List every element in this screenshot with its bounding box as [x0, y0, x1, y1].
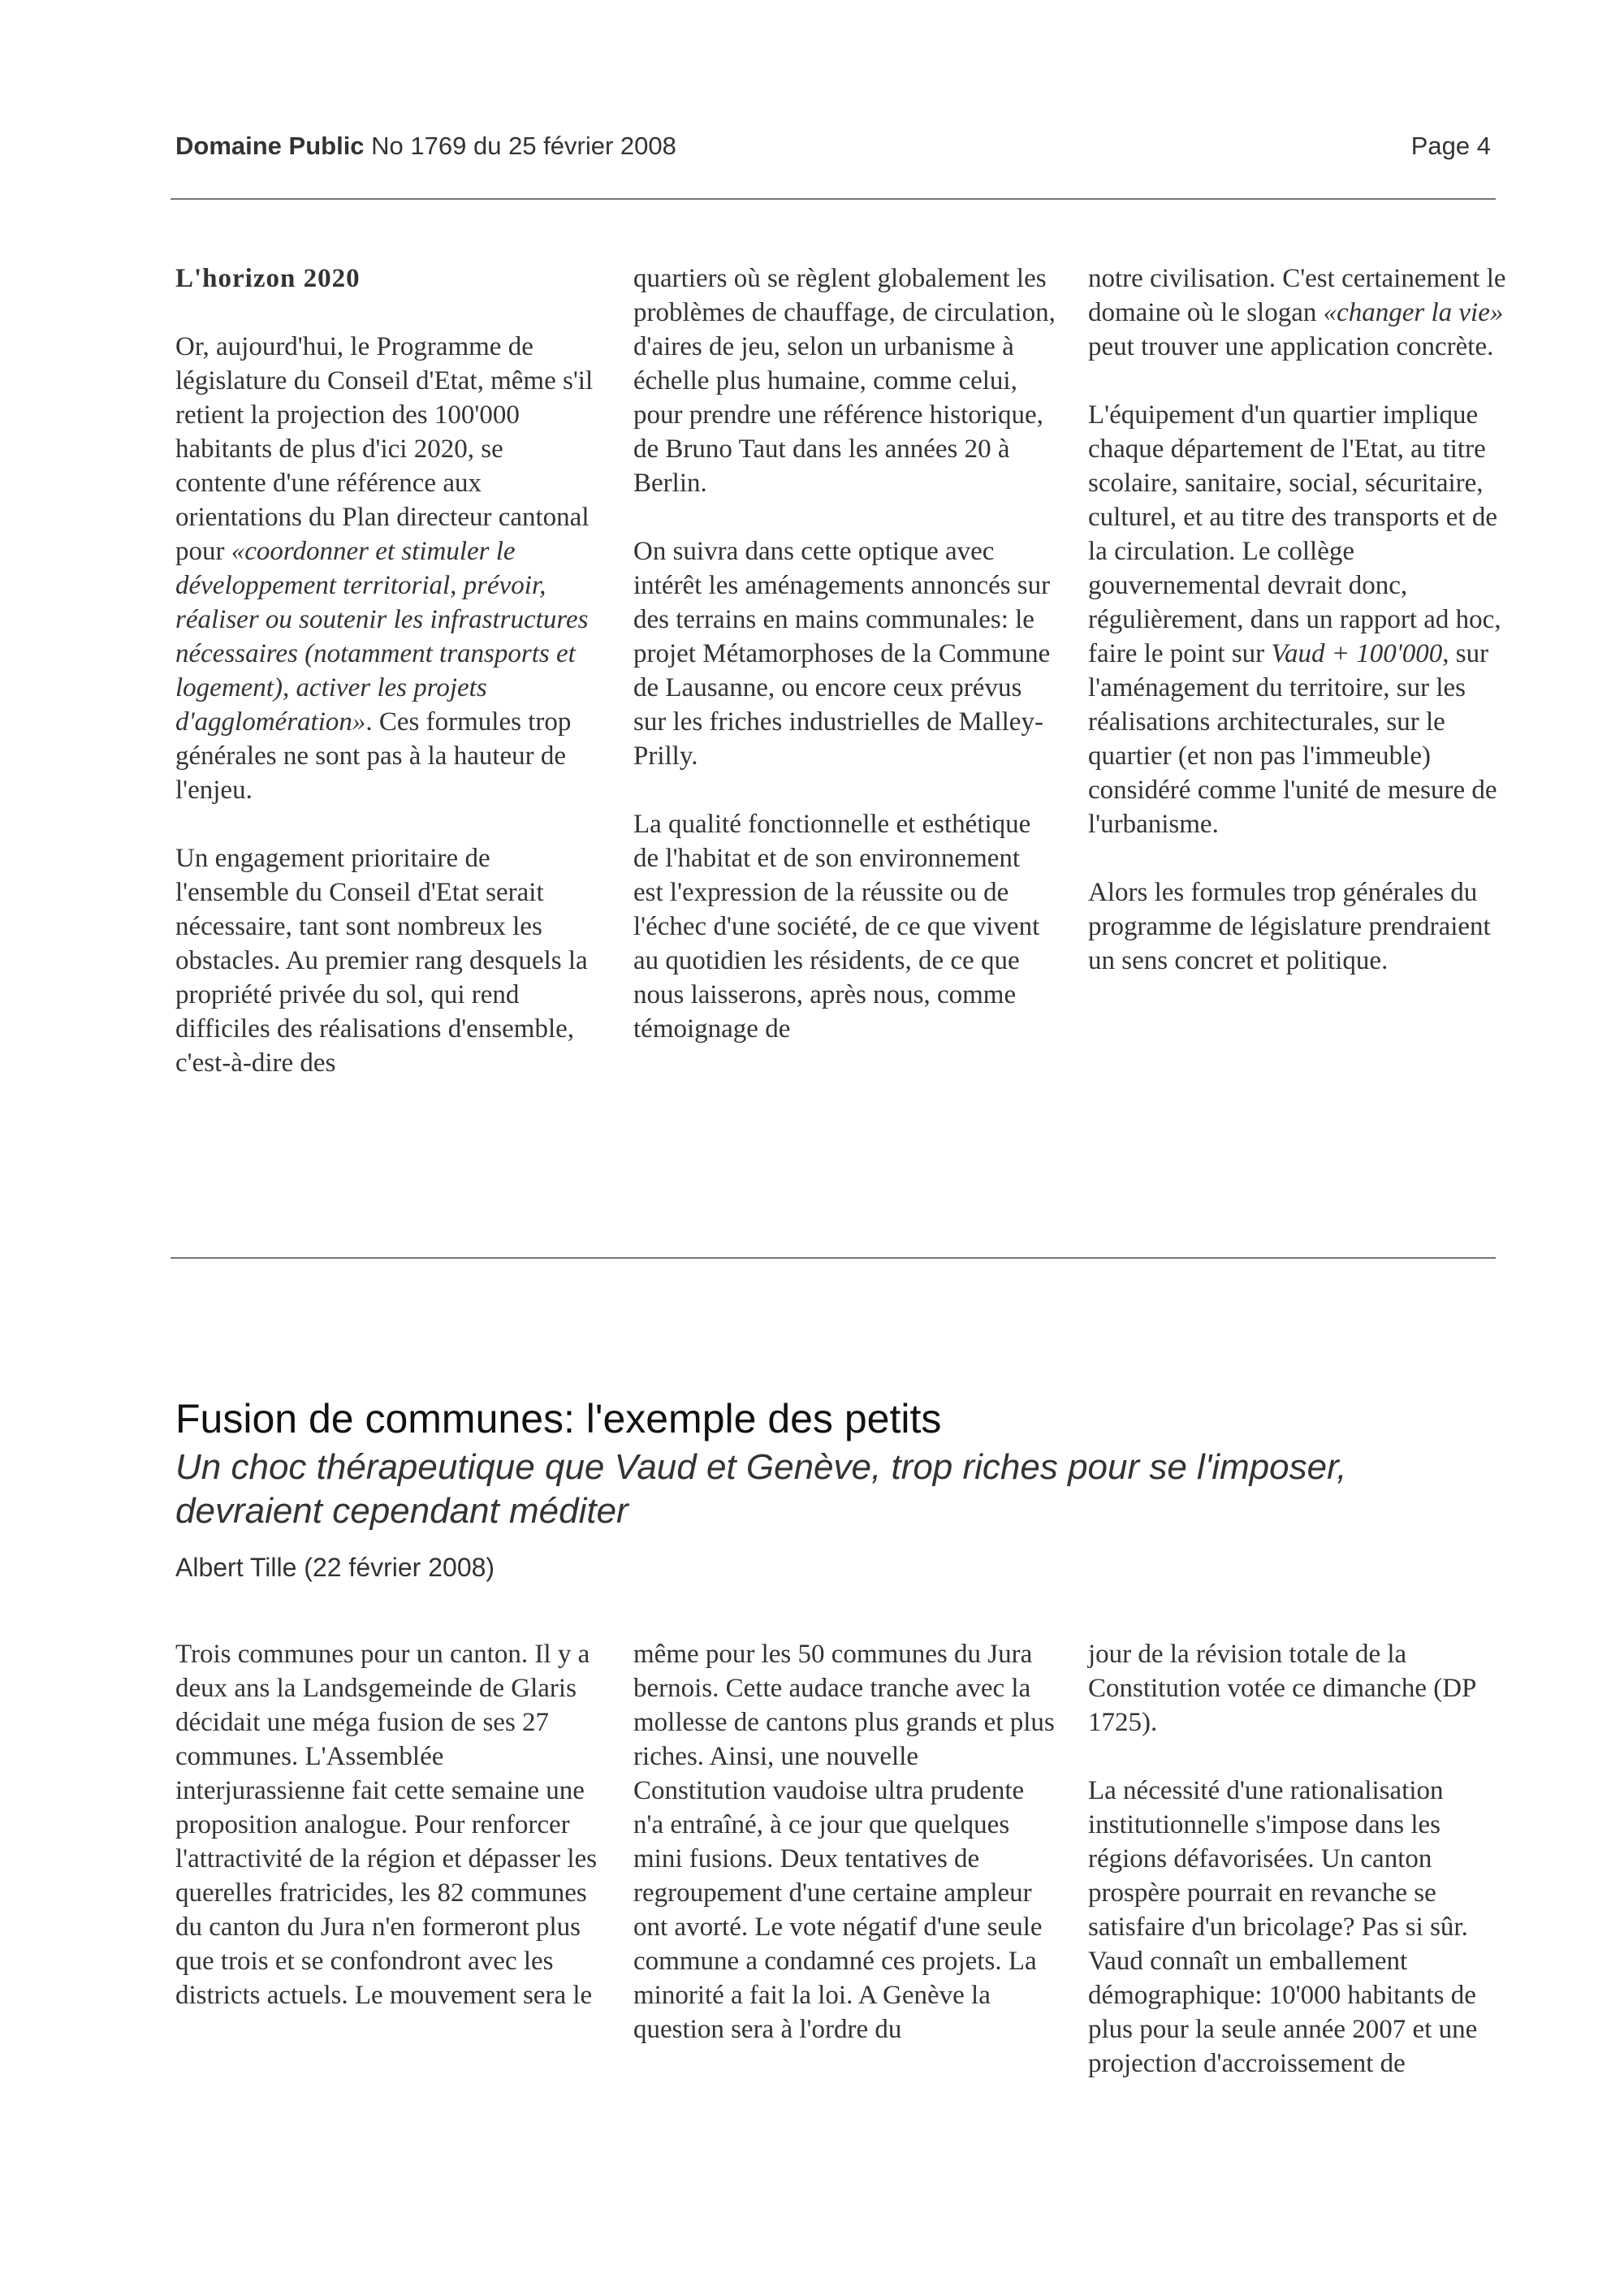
- article1-column-3: [1088, 261, 1510, 1012]
- article2-column-3: [1088, 1637, 1510, 2115]
- article2-subtitle: Un choc thérapeutique que Vaud et Genève, trop riches pour se l'imposer, devraient cependant méditer: [175, 1447, 1347, 1531]
- program-quote: «coordonner et stimuler le développement territorial, prévoir, réaliser ou soutenir les infrastructures nécessaires (notamment transports et logement), activer les projets d'agglomération»: [175, 537, 589, 737]
- article-divider: [171, 1257, 1496, 1259]
- publication-name: Domaine Public: [175, 132, 365, 160]
- article1-col2-paragraph-3: La qualité fonctionnelle et esthétique de l'habitat et de son environnement est l'expression de la réussite ou de l'échec d'une société, de ce que vivent au quotidien les résidents, de ce que nous laisserons, après nous, comme témoignage de: [633, 810, 1040, 1044]
- article2-column-2: [633, 1637, 1056, 2081]
- article2-col3-paragraph-1: jour de la révision totale de la Constitution votée ce dimanche (DP 1725).: [1088, 1640, 1476, 1737]
- article1-col2-paragraph-2: On suivra dans cette optique avec intérêt les aménagements annoncés sur des terrains en mains communales: le projet Métamorphoses de la Commune de Lausanne, ou encore ceux prévus sur les friches industrielles de Malley-Prilly.: [633, 537, 1051, 771]
- article1-col2-paragraph-1: quartiers où se règlent globalement les problèmes de chauffage, de circulation, d'aires de jeu, selon un urbanisme à échelle plus humaine, comme celui, pour prendre une référence historique, de Bruno Taut dans les années 20 à Berlin.: [633, 264, 1056, 498]
- article1-col3-paragraph-3: Alors les formules trop générales du programme de législature prendraient un sens concret et politique.: [1088, 878, 1491, 975]
- article2-byline: Albert Tille (22 février 2008): [175, 1553, 495, 1582]
- page-number: Page 4: [1410, 132, 1491, 160]
- article1-col3-paragraph-1: notre civilisation. C'est certainement le domaine où le slogan «changer la vie» peut trouver une application concrète.: [1088, 264, 1506, 361]
- article1-column-2: [633, 261, 1056, 1080]
- article1-column-1: [175, 261, 598, 1114]
- article2-col3-paragraph-2: La nécessité d'une rationalisation institutionnelle s'impose dans les régions défavorisées. Un canton prospère pourrait en revanche se satisfaire d'un bricolage? Pas si sûr. Vaud connaît un emballement démographique: 10'000 habitants de plus pour la seule année 2007 et une projection d'accroissement de: [1088, 1776, 1478, 2078]
- article1-col3-paragraph-2: L'équipement d'un quartier implique chaque département de l'Etat, au titre scolaire, sanitaire, social, sécuritaire, culturel, et au titre des transports et de la circulation. Le collège gouvernemental devrait donc, régulièrement, dans un rapport ad hoc, faire le point sur Vaud + 100'000, sur l'aménagement du territoire, sur les réalisations architecturales, sur le quartier (et non pas l'immeuble) considéré comme l'unité de mesure de l'urbanisme.: [1088, 400, 1501, 839]
- issue-info: No 1769 du 25 février 2008: [371, 132, 676, 160]
- article1-col1-paragraph-1: Or, aujourd'hui, le Programme de législature du Conseil d'Etat, même s'il retient la projection des 100'000 habitants de plus d'ici 2020, se contente d'une référence aux orientations du Plan directeur cantonal pour «coordonner et stimuler le développement territorial, prévoir, réaliser ou soutenir les infrastructures nécessaires (notamment transports et logement), activer les projets d'agglomération». Ces formules trop générales ne sont pas à la hauteur de l'enjeu.: [175, 332, 594, 805]
- vaud-emphasis: Vaud + 100'000: [1271, 639, 1443, 668]
- slogan-quote: «changer la vie»: [1323, 298, 1504, 327]
- header-rule: [171, 198, 1496, 200]
- article1-subheading: L'horizon 2020: [175, 264, 361, 293]
- article2-title: Fusion de communes: l'exemple des petits: [175, 1396, 942, 1441]
- page-header: [175, 132, 1491, 164]
- article2-col1-paragraph: Trois communes pour un canton. Il y a deux ans la Landsgemeinde de Glaris décidait une méga fusion de ses 27 communes. L'Assemblée interjurassienne fait cette semaine une proposition analogue. Pour renforcer l'attractivité de la région et dépasser les querelles fratricides, les 82 communes du canton du Jura n'en formeront plus que trois et se confondront avec les districts actuels. Le mouvement sera le: [175, 1640, 598, 2010]
- article1-col1-paragraph-2: Un engagement prioritaire de l'ensemble du Conseil d'Etat serait nécessaire, tant sont nombreux les obstacles. Au premier rang desquels la propriété privée du sol, qui rend difficiles des réalisations d'ensemble, c'est-à-dire des: [175, 844, 588, 1078]
- article2-col2-paragraph: même pour les 50 communes du Jura bernois. Cette audace tranche avec la mollesse de cantons plus grands et plus riches. Ainsi, une nouvelle Constitution vaudoise ultra prudente n'a entraîné, à ce jour que quelques mini fusions. Deux tentatives de regroupement d'une certaine ampleur ont avorté. Le vote négatif d'une seule commune a condamné ces projets. La minorité a fait la loi. A Genève la question sera à l'ordre du: [633, 1640, 1055, 2044]
- article2-column-1: [175, 1637, 598, 2046]
